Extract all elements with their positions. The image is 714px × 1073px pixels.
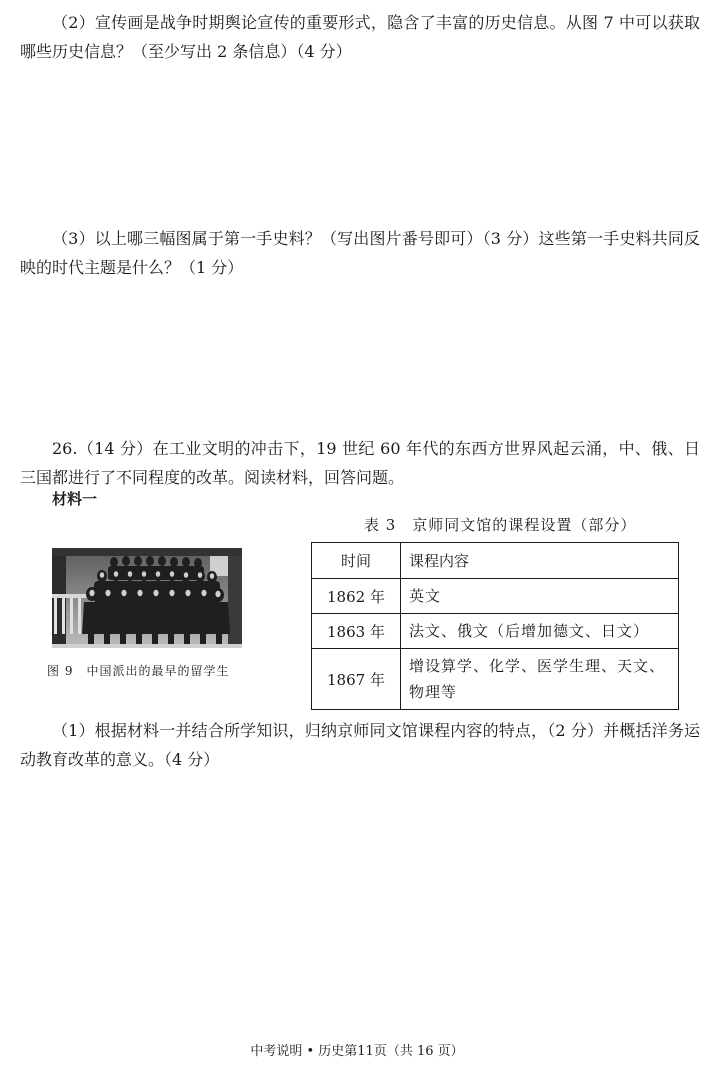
question-2: （2）宣传画是战争时期舆论宣传的重要形式，隐含了丰富的历史信息。从图 7 中可以获取哪些历史信息？（至少写出 2 条信息）（4 分） [20,13,700,61]
table-cell-content: 增设算学、化学、医学生理、天文、物理等 [401,649,679,710]
table-caption: 表 3 京师同文馆的课程设置（部分） [364,516,637,534]
table-cell-year: 1863 年 [312,614,401,649]
table-cell-content: 法文、俄文（后增加德文、日文） [401,614,679,649]
page-footer: 中考说明 • 历史第11页（共 16 页） [250,1044,464,1059]
table-row [312,579,679,614]
table-row [312,649,679,710]
material-one-label: 材料一 [52,490,98,508]
table-header-content: 课程内容 [401,543,679,579]
students-photo [52,548,242,648]
question-26-1: （1）根据材料一并结合所学知识，归纳京师同文馆课程内容的特点，（2 分）并概括洋务运动教育改革的意义。（4 分） [20,721,700,769]
table-cell-year: 1862 年 [312,579,401,614]
question-26: 26.（14 分）在工业文明的冲击下，19 世纪 60 年代的东西方世界风起云涌，中、俄、日三国都进行了不同程度的改革。阅读材料，回答问题。 [20,439,700,487]
table-cell-year: 1867 年 [312,649,401,710]
question-3: （3）以上哪三幅图属于第一手史料？（写出图片番号即可）（3 分）这些第一手史料共同反映的时代主题是什么？（1 分） [20,229,700,277]
table-header-time: 时间 [312,543,401,579]
course-table [311,542,679,710]
figure-caption: 图 9 中国派出的最早的留学生 [47,664,230,678]
table-cell-content: 英文 [401,579,679,614]
table-header-row [312,543,679,579]
table-row [312,614,679,649]
